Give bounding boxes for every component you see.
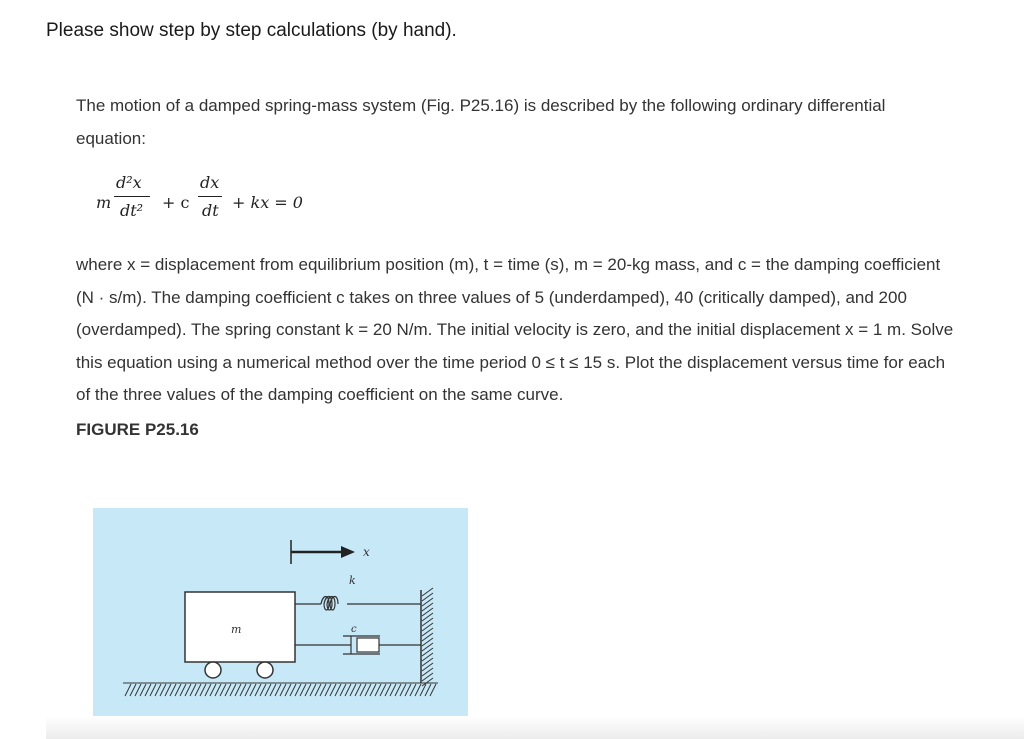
- problem-content: [76, 90, 956, 440]
- ground-hatch: [123, 683, 438, 696]
- differential-equation: [76, 163, 956, 239]
- eq-m: m: [96, 193, 112, 212]
- displacement-arrow: [291, 540, 355, 564]
- figure-label: FIGURE P25.16: [76, 419, 199, 439]
- eq-num2: dx: [200, 173, 220, 192]
- problem-body: where x = displacement from equilibrium position (m), t = time (s), m = 20-kg mass, and c = the damping coefficient (N · s/m). The damping coefficient c takes on three values of 5 (underdamped), 40 (critically damped), and 200 (overdamped). The spring constant k = 20 N/m. The initial velocity is zero, and the initial displacement x = 1 m. Solve this equation using a numerical method over the time period 0 ≤ t ≤ 15 s. Plot the displacement versus time for each of the three values of the damping coefficient on the same curve.: [76, 255, 954, 404]
- wall-hatch: [422, 588, 433, 686]
- spring: [295, 597, 421, 611]
- wheel-left: [205, 662, 221, 678]
- x-label: x: [363, 545, 370, 559]
- spring-mass-figure: [93, 508, 468, 728]
- eq-num1: d²x: [116, 173, 142, 192]
- eq-tail: + kx = 0: [232, 193, 303, 212]
- problem-intro: The motion of a damped spring-mass system (Fig. P25.16) is described by the following ordinary differential equation:: [76, 96, 886, 148]
- spring-mass-diagram: [93, 508, 468, 728]
- damper: [295, 636, 421, 654]
- eq-plus-c: + c: [162, 193, 190, 212]
- wheel-right: [257, 662, 273, 678]
- prompt-text: Please show step by step calculations (by hand).: [46, 20, 457, 41]
- bottom-shade: [46, 716, 1024, 739]
- spring-label: k: [349, 574, 356, 587]
- eq-den2: dt: [202, 201, 219, 220]
- mass-label: m: [231, 623, 242, 636]
- eq-den1: dt²: [120, 201, 144, 220]
- damper-label: c: [351, 624, 357, 635]
